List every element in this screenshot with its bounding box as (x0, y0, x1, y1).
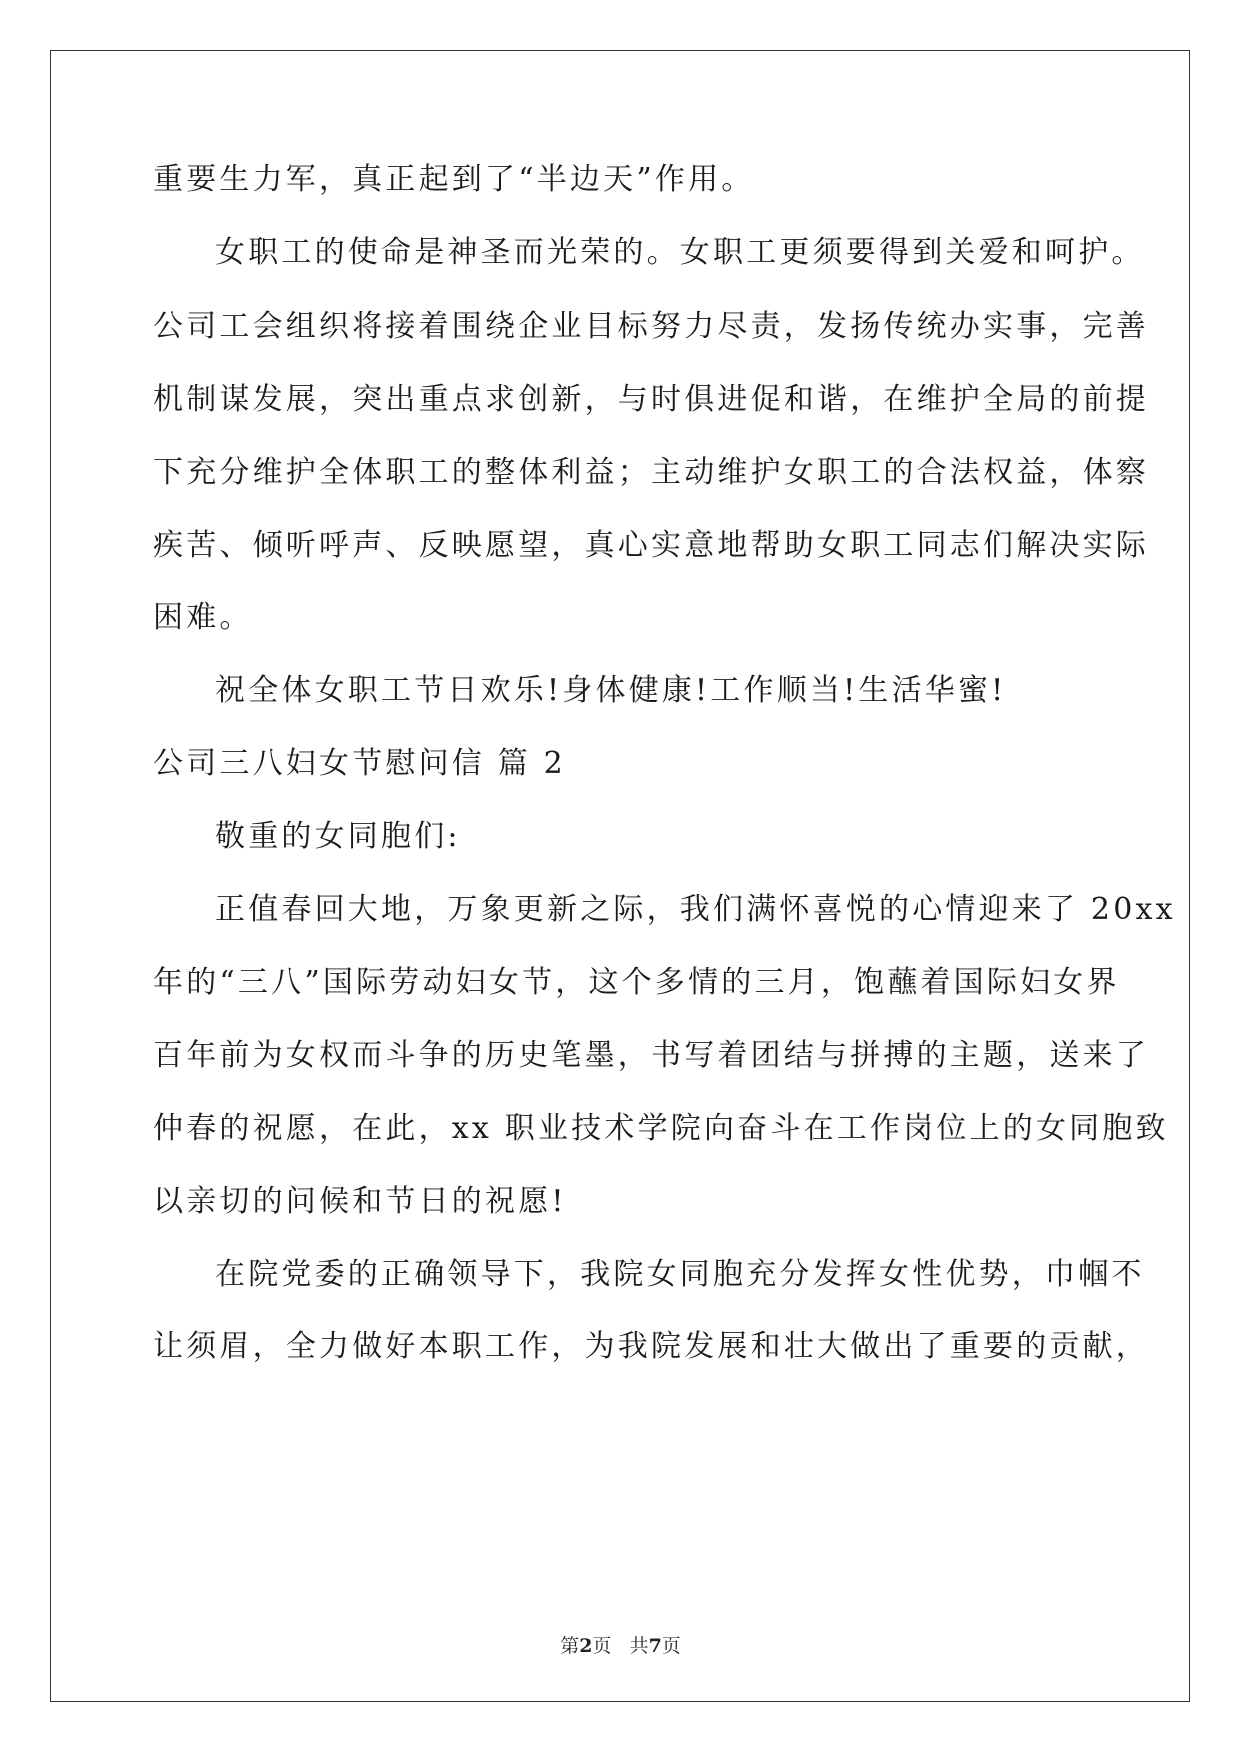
footer-mid: 页 共 (592, 1635, 649, 1657)
text-line-16: 在院党委的正确领导下，我院女同胞充分发挥女性优势，巾帼不 (215, 1257, 1145, 1292)
text-line-3: 公司工会组织将接着围绕企业目标努力尽责，发扬传统办实事，完善 (153, 309, 1149, 344)
text-line-2: 女职工的使命是神圣而光荣的。女职工更须要得到关爱和呵护。 (215, 235, 1145, 270)
text-line-12: 年的“三八”国际劳动妇女节，这个多情的三月，饱蘸着国际妇女界 (153, 965, 1120, 1000)
section-heading: 公司三八妇女节慰问信 篇 2 (153, 746, 566, 781)
text-line-11: 正值春回大地，万象更新之际，我们满怀喜悦的心情迎来了 20xx (215, 892, 1176, 927)
text-line-4: 机制谋发展，突出重点求创新，与时俱进促和谐，在维护全局的前提 (153, 382, 1149, 417)
current-page-number: 2 (579, 1635, 593, 1657)
page-footer (0, 1631, 1241, 1658)
text-line-5: 下充分维护全体职工的整体利益；主动维护女职工的合法权益，体察 (153, 455, 1149, 490)
text-line-6: 疾苦、倾听呼声、反映愿望，真心实意地帮助女职工同志们解决实际 (153, 528, 1149, 563)
text-line-17: 让须眉，全力做好本职工作，为我院发展和壮大做出了重要的贡献， (153, 1329, 1149, 1364)
salutation: 敬重的女同胞们: (215, 819, 461, 854)
text-line-1: 重要生力军，真正起到了“半边天”作用。 (153, 162, 755, 197)
text-line-7: 困难。 (153, 600, 253, 635)
text-line-15: 以亲切的问候和节日的祝愿! (153, 1184, 567, 1219)
total-page-number: 7 (648, 1635, 662, 1657)
text-line-14: 仲春的祝愿，在此，xx 职业技术学院向奋斗在工作岗位上的女同胞致 (153, 1111, 1169, 1146)
page-border (50, 50, 1190, 1702)
text-line-13: 百年前为女权而斗争的历史笔墨，书写着团结与拼搏的主题，送来了 (153, 1038, 1149, 1073)
footer-prefix: 第 (560, 1635, 580, 1657)
footer-suffix: 页 (661, 1635, 681, 1657)
text-line-8: 祝全体女职工节日欢乐!身体健康!工作顺当!生活华蜜! (215, 673, 1007, 708)
